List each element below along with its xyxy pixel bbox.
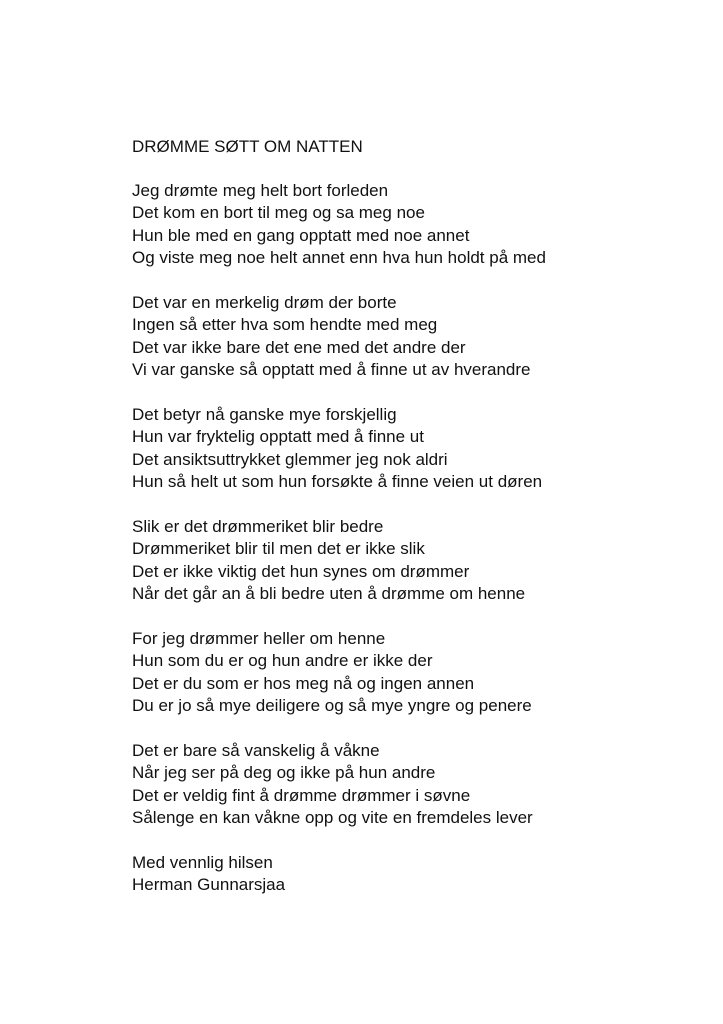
signature-block <box>132 852 702 897</box>
poem-line: Hun ble med en gang opptatt med noe annet <box>132 225 470 245</box>
poem-line: Det ansiktsuttrykket glemmer jeg nok aldri <box>132 449 448 469</box>
poem-line: Det er veldig fint å drømme drømmer i søvne <box>132 785 471 805</box>
poem-line: Det er ikke viktig det hun synes om drømmer <box>132 561 470 581</box>
stanza-1 <box>132 180 702 270</box>
poem-line: For jeg drømmer heller om henne <box>132 628 386 648</box>
poem-line: Hun så helt ut som hun forsøkte å finne veien ut døren <box>132 472 543 491</box>
poem-line: Når det går an å bli bedre uten å drømme om henne <box>132 584 526 603</box>
poem-line: Jeg drømte meg helt bort forleden <box>132 180 389 200</box>
poem-line: Når jeg ser på deg og ikke på hun andre <box>132 763 436 782</box>
poem-line: Du er jo så mye deiligere og så mye yngre og penere <box>132 696 532 715</box>
poem-line: Det er bare så vanskelig å våkne <box>132 740 380 760</box>
stanza-5 <box>132 628 702 718</box>
stanza-4 <box>132 516 702 606</box>
poem-line: Det var ikke bare det ene med det andre der <box>132 337 466 357</box>
closing-text: Med vennlig hilsen <box>132 852 273 872</box>
poem-line: Hun var fryktelig opptatt med å finne ut <box>132 427 424 446</box>
poem-line: Hun som du er og hun andre er ikke der <box>132 651 433 670</box>
poem-page <box>132 136 702 897</box>
author-name: Herman Gunnarsjaa <box>132 875 286 894</box>
poem-line: Vi var ganske så opptatt med å finne ut av hverandre <box>132 360 531 379</box>
poem-line: Slik er det drømmeriket blir bedre <box>132 516 384 536</box>
poem-line: Det betyr nå ganske mye forskjellig <box>132 404 397 424</box>
stanza-3 <box>132 404 702 494</box>
poem-line: Og viste meg noe helt annet enn hva hun holdt på med <box>132 248 546 267</box>
poem-line: Det var en merkelig drøm der borte <box>132 292 397 312</box>
poem-line: Ingen så etter hva som hendte med meg <box>132 315 438 334</box>
poem-line: Det kom en bort til meg og sa meg noe <box>132 203 425 222</box>
poem-line: Sålenge en kan våkne opp og vite en fremdeles lever <box>132 808 533 827</box>
stanza-2 <box>132 292 702 382</box>
poem-line: Drømmeriket blir til men det er ikke slik <box>132 539 425 558</box>
poem-line: Det er du som er hos meg nå og ingen annen <box>132 673 475 693</box>
poem-title: DRØMME SØTT OM NATTEN <box>132 137 363 156</box>
stanza-6 <box>132 740 702 830</box>
